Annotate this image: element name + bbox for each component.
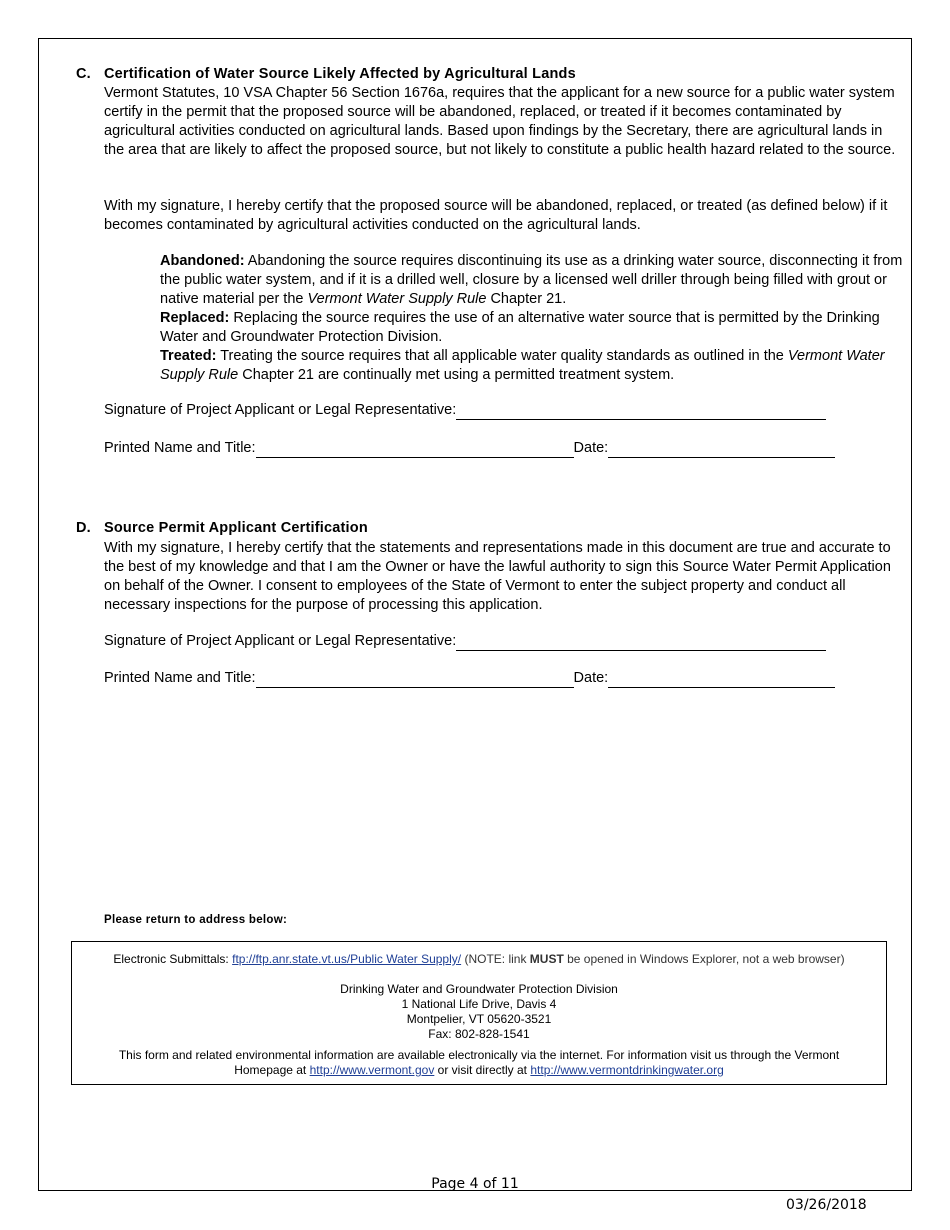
- vermont-gov-link[interactable]: http://www.vermont.gov: [309, 1063, 435, 1077]
- replaced-term: Replaced:: [160, 310, 230, 326]
- section-c-paragraph-2: With my signature, I hereby certify that the proposed source will be abandoned, replaced, or treated (as defined below) if it becomes contaminated by agricultural activities conducted on the agricultural lands.: [104, 198, 888, 233]
- info-line-2: [72, 1063, 886, 1078]
- section-d-name-row: [104, 669, 835, 688]
- info-block: [72, 1048, 886, 1078]
- treated-rule: Vermont Water Supply Rule: [160, 348, 885, 383]
- abandoned-rule: Vermont Water Supply Rule: [307, 291, 487, 307]
- treated-text-end: Chapter 21 are continually met using a permitted treatment system.: [238, 367, 675, 383]
- electronic-submittals-line: [72, 952, 886, 967]
- section-d-date-label: Date:: [573, 670, 609, 686]
- address-line-1: Drinking Water and Groundwater Protection Division: [340, 982, 618, 996]
- section-c-paragraph-1: Vermont Statutes, 10 VSA Chapter 56 Section 1676a, requires that the applicant for a new source for a public water system certify in the permit that the proposed source will be abandoned, replaced, or treated if it becomes contaminated by agricultural activities conducted on agricultural lands. Based upon findings by the Secretary, there are agricultural lands in the area that are likely to affect the proposed source, but not likely to constitute a public health hazard related to the source.: [104, 85, 896, 158]
- address-line-3: Montpelier, VT 05620-3521: [406, 1012, 552, 1026]
- section-d-signature-row: [104, 632, 826, 651]
- section-d-printed-name-line[interactable]: [256, 672, 574, 688]
- section-c-printed-name-line[interactable]: [256, 442, 574, 458]
- section-c-printed-name-label: Printed Name and Title:: [104, 440, 256, 456]
- definition-treated: [160, 347, 905, 385]
- address-line-4: Fax: 802-828-1541: [428, 1027, 530, 1041]
- ftp-link[interactable]: ftp://ftp.anr.state.vt.us/Public Water Supply/: [232, 952, 462, 966]
- section-d-signature-line[interactable]: [456, 635, 826, 651]
- section-c-signature-label: Signature of Project Applicant or Legal Representative:: [104, 402, 457, 418]
- info-line-1: This form and related environmental information are available electronically via the internet. For information visit us through the Vermont: [118, 1048, 840, 1062]
- replaced-text: Replacing the source requires the use of an alternative water source that is permitted by the Drinking Water and Groundwater Protection Division.: [160, 310, 880, 345]
- treated-text: Treating the source requires that all applicable water quality standards as outlined in the: [216, 348, 788, 364]
- treated-term: Treated:: [160, 348, 217, 364]
- note-text-end: be opened in Windows Explorer, not a web browser): [563, 952, 845, 966]
- section-d-printed-name-label: Printed Name and Title:: [104, 670, 256, 686]
- section-d-letter: D.: [76, 520, 91, 536]
- section-c-letter: C.: [76, 66, 91, 82]
- definition-abandoned: [160, 252, 905, 309]
- section-c-date-label: Date:: [573, 440, 609, 456]
- section-c-title: Certification of Water Source Likely Affected by Agricultural Lands: [104, 66, 576, 82]
- section-d-date-line[interactable]: [608, 672, 835, 688]
- definitions-block: [160, 252, 905, 385]
- section-d-signature-label: Signature of Project Applicant or Legal Representative:: [104, 633, 457, 649]
- abandoned-text-end: Chapter 21.: [486, 291, 567, 307]
- definition-replaced: [160, 309, 905, 347]
- note-text: (NOTE: link: [461, 952, 530, 966]
- revision-date: 03/26/2018: [786, 1197, 867, 1213]
- page-number: Page 4 of 11: [431, 1176, 519, 1192]
- abandoned-text: Abandoning the source requires discontinuing its use as a drinking water source, disconnecting it from the public water system, and if it is a drilled well, closure by a licensed well driller through being filled with grout or native material per the: [160, 253, 903, 307]
- section-c-date-line[interactable]: [608, 442, 835, 458]
- section-c-signature-row: [104, 401, 826, 420]
- return-address-box: [71, 941, 887, 1085]
- electronic-label: Electronic Submittals:: [113, 952, 233, 966]
- section-d-title: Source Permit Applicant Certification: [104, 520, 368, 536]
- section-c-name-row: [104, 439, 835, 458]
- abandoned-term: Abandoned:: [160, 253, 245, 269]
- section-c-signature-line[interactable]: [456, 404, 826, 420]
- info-line-2-middle: or visit directly at: [434, 1063, 531, 1077]
- address-line-2: 1 National Life Drive, Davis 4: [401, 997, 557, 1011]
- section-d-paragraph: With my signature, I hereby certify that the statements and representations made in this document are true and accurate to the best of my knowledge and that I am the Owner or have the lawful authority to sign this Source Water Permit Application on behalf of the Owner. I consent to employees of the State of Vermont to enter the subject property and conduct all necessary inspections for the purpose of processing this application.: [104, 540, 891, 613]
- drinking-water-link[interactable]: http://www.vermontdrinkingwater.org: [530, 1063, 724, 1077]
- info-line-2-start: Homepage at: [234, 1063, 310, 1077]
- return-label: Please return to address below:: [104, 914, 288, 926]
- address-block: [72, 982, 886, 1042]
- note-must: MUST: [529, 952, 564, 966]
